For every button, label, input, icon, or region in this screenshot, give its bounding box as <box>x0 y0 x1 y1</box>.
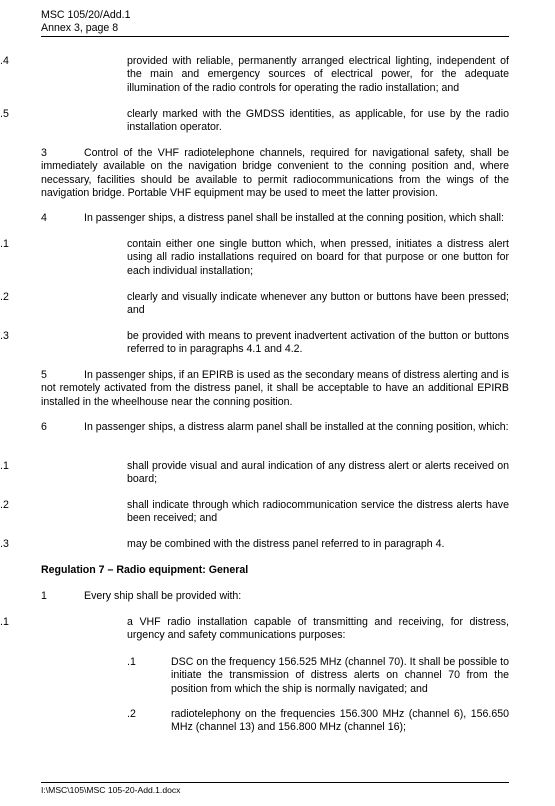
regulation-subsubitem-1-1-1 <box>41 656 509 696</box>
paragraph-text: In passenger ships, a distress alarm panel shall be installed at the conning position, which: <box>84 421 509 433</box>
subitem-text: clearly marked with the GMDSS identities, as applicable, for use by the radio installation operator. <box>127 108 509 134</box>
subitem-text: provided with reliable, permanently arranged electrical lighting, independent of the main and emergency sources of electrical power, for the adequate illumination of the radio controls for operating the radio installation; and <box>127 55 509 94</box>
subitem-6-1 <box>0 460 509 487</box>
annex-page-label: Annex 3, page 8 <box>41 22 119 34</box>
subitem-4-1 <box>0 238 509 278</box>
page-footer <box>41 782 509 795</box>
subitem-5 <box>0 108 509 135</box>
subitem-text: be provided with means to prevent inadvertent activation of the button or buttons referred to in paragraphs 4.1 and 4.2. <box>127 330 509 356</box>
subitem-number: .3 <box>0 538 9 550</box>
subitem-text: shall indicate through which radiocommunication service the distress alerts have been received; and <box>127 499 509 525</box>
paragraph-number: 6 <box>41 421 47 433</box>
document-reference: MSC 105/20/Add.1 <box>41 9 131 21</box>
paragraph-text: Every ship shall be provided with: <box>84 590 242 602</box>
regulation-heading: Regulation 7 – Radio equipment: General <box>41 564 249 576</box>
paragraph-3 <box>41 147 509 200</box>
subitem-text: a VHF radio installation capable of transmitting and receiving, for distress, urgency and safety communications purposes: <box>127 616 509 642</box>
paragraph-text: In passenger ships, a distress panel shall be installed at the conning position, which shall: <box>84 212 504 224</box>
subitem-text: may be combined with the distress panel referred to in paragraph 4. <box>127 538 445 550</box>
subitem-number: .4 <box>0 55 9 67</box>
paragraph-5 <box>41 369 509 409</box>
subitem-text: contain either one single button which, when pressed, initiates a distress alert using all radio installations required on board for that purpose or one button for each individual installation; <box>127 238 509 277</box>
subitem-text: radiotelephony on the frequencies 156.300 MHz (channel 6), 156.650 MHz (channel 13) and 156.800 MHz (channel 16); <box>171 708 509 734</box>
paragraph-6 <box>41 421 509 434</box>
paragraph-number: 5 <box>41 369 47 381</box>
paragraph-number: 1 <box>41 590 47 602</box>
paragraph-4 <box>41 212 509 225</box>
subitem-number: .1 <box>0 616 9 628</box>
subitem-number: .1 <box>0 460 9 472</box>
subitem-number: .1 <box>0 238 9 250</box>
regulation-subitem-1-1 <box>0 616 509 643</box>
subitem-4-2 <box>0 291 509 318</box>
regulation-paragraph-1 <box>41 590 509 603</box>
subitem-number: .5 <box>0 108 9 120</box>
subitem-number: .1 <box>127 656 136 668</box>
subitem-4 <box>0 55 509 95</box>
paragraph-number: 4 <box>41 212 47 224</box>
subitem-6-3 <box>0 538 509 551</box>
subitem-number: .2 <box>0 291 9 303</box>
regulation-subsubitem-1-1-2 <box>41 708 509 735</box>
subitem-text: clearly and visually indicate whenever any button or buttons have been pressed; and <box>127 291 509 317</box>
subitem-4-3 <box>0 330 509 357</box>
page-header <box>41 9 509 37</box>
paragraph-text: Control of the VHF radiotelephone channels, required for navigational safety, shall be immediately available on the navigation bridge convenient to the conning position and, where necessary, facilities should be available to permit radiocommunications from the wings of the navigation bridge. Portable VHF equipment may be used to meet the latter provision. <box>41 147 509 199</box>
paragraph-number: 3 <box>41 147 47 159</box>
paragraph-text: In passenger ships, if an EPIRB is used as the secondary means of distress alerting and is not remotely activated from the distress panel, it shall be acceptable to have an additional EPIRB installed in the wheelhouse near the conning position. <box>41 369 509 408</box>
subitem-number: .2 <box>127 708 136 720</box>
file-path: I:\MSC\105\MSC 105-20-Add.1.docx <box>41 785 181 795</box>
subitem-number: .2 <box>0 499 9 511</box>
subitem-number: .3 <box>0 330 9 342</box>
subitem-text: DSC on the frequency 156.525 MHz (channel 70). It shall be possible to initiate the transmission of distress alerts on channel 70 from the position from which the ship is normally navigated; and <box>171 656 509 695</box>
subitem-6-2 <box>0 499 509 526</box>
subitem-text: shall provide visual and aural indication of any distress alert or alerts received on board; <box>127 460 509 486</box>
